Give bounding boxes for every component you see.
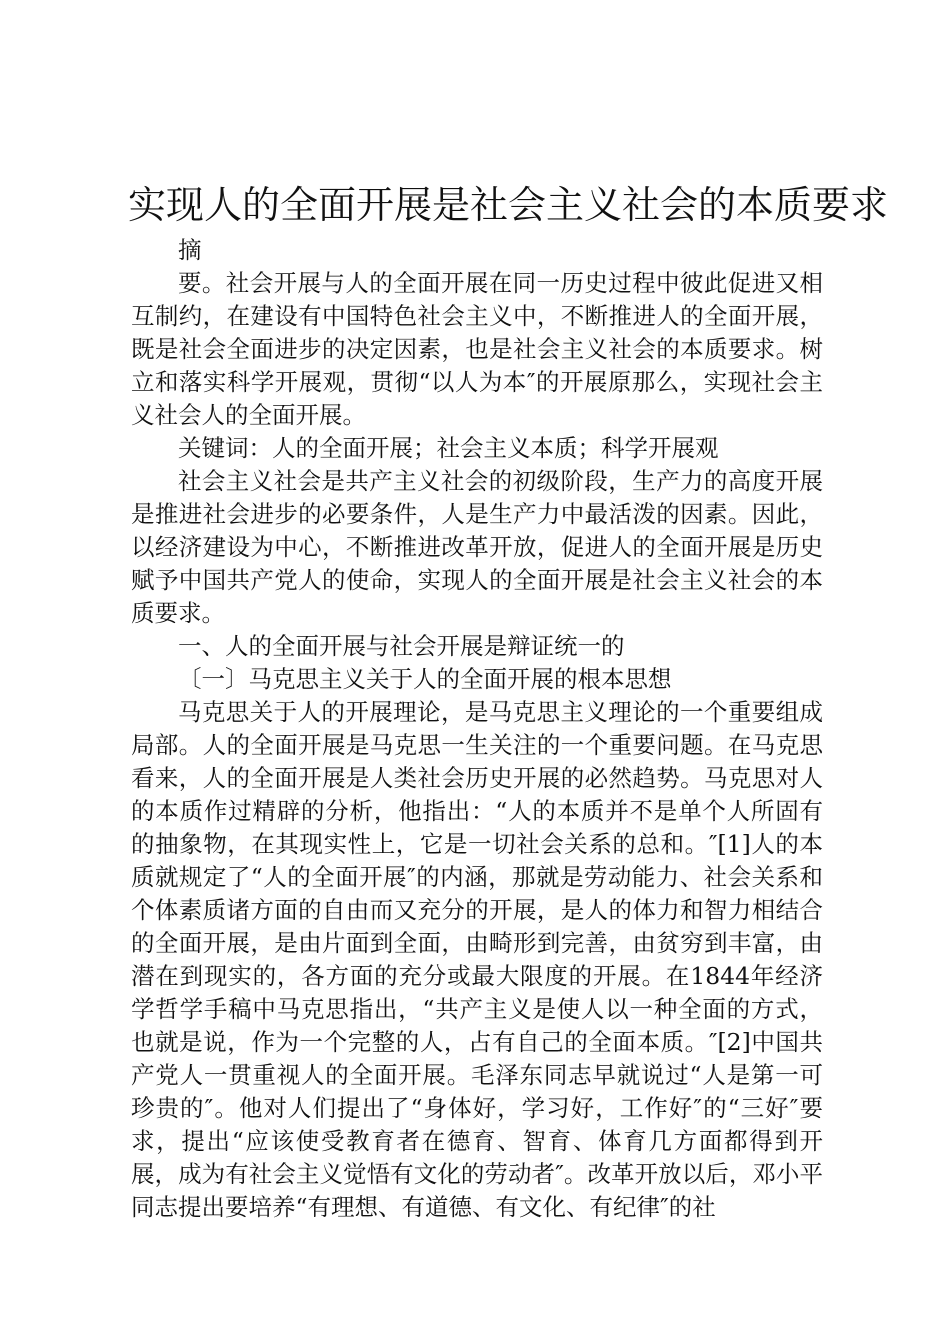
- section-heading: 一、人的全面开展与社会开展是辩证统一的: [178, 632, 625, 660]
- abstract-heading: 摘: [178, 236, 202, 264]
- subsection-heading: 〔一〕马克思主义关于人的全面开展的根本思想: [178, 665, 672, 693]
- keywords-line: 关键词：人的全面开展；社会主义本质；科学开展观: [178, 434, 719, 462]
- document-title: 实现人的全面开展是社会主义社会的本质要求: [128, 183, 889, 227]
- abstract-paragraph: 要。社会开展与人的全面开展在同一历史过程中彼此促进又相互制约，在建设有中国特色社会主义中，不断推进人的全面开展，既是社会全面进步的决定因素，也是社会主义社会的本质要求。树立和落实科学开展观，贯彻“以人为本″的开展原那么，实现社会主义社会人的全面开展。: [131, 269, 823, 429]
- intro-paragraph: 社会主义社会是共产主义社会的初级阶段，生产力的高度开展是推进社会进步的必要条件，人是生产力中最活泼的因素。因此，以经济建设为中心，不断推进改革开放，促进人的全面开展是历史赋予中国共产党人的使命，实现人的全面开展是社会主义社会的本质要求。: [131, 467, 823, 627]
- body-paragraph: 马克思关于人的开展理论，是马克思主义理论的一个重要组成局部。人的全面开展是马克思一生关注的一个重要问题。在马克思看来，人的全面开展是人类社会历史开展的必然趋势。马克思对人的本质作过精辟的分析，他指出：“人的本质并不是单个人所固有的抽象物，在其现实性上，它是一切社会关系的总和。″[1]人的本质就规定了“人的全面开展″的内涵，那就是劳动能力、社会关系和个体素质诸方面的自由而又充分的开展，是人的体力和智力相结合的全面开展，是由片面到全面，由畸形到完善，由贫穷到丰富，由潜在到现实的，各方面的充分或最大限度的开展。在1844年经济学哲学手稿中马克思指出，“共产主义是使人以一种全面的方式，也就是说，作为一个完整的人，占有自己的全面本质。″[2]中国共产党人一贯重视人的全面开展。毛泽东同志早就说过“人是第一可珍贵的″。他对人们提出了“身体好，学习好，工作好″的“三好″要求，提出“应该使受教育者在德育、智育、体育几方面都得到开展，成为有社会主义觉悟有文化的劳动者″。改革开放以后，邓小平同志提出要培养“有理想、有道德、有文化、有纪律″的社: [131, 698, 823, 1221]
- document-body: [131, 234, 823, 1224]
